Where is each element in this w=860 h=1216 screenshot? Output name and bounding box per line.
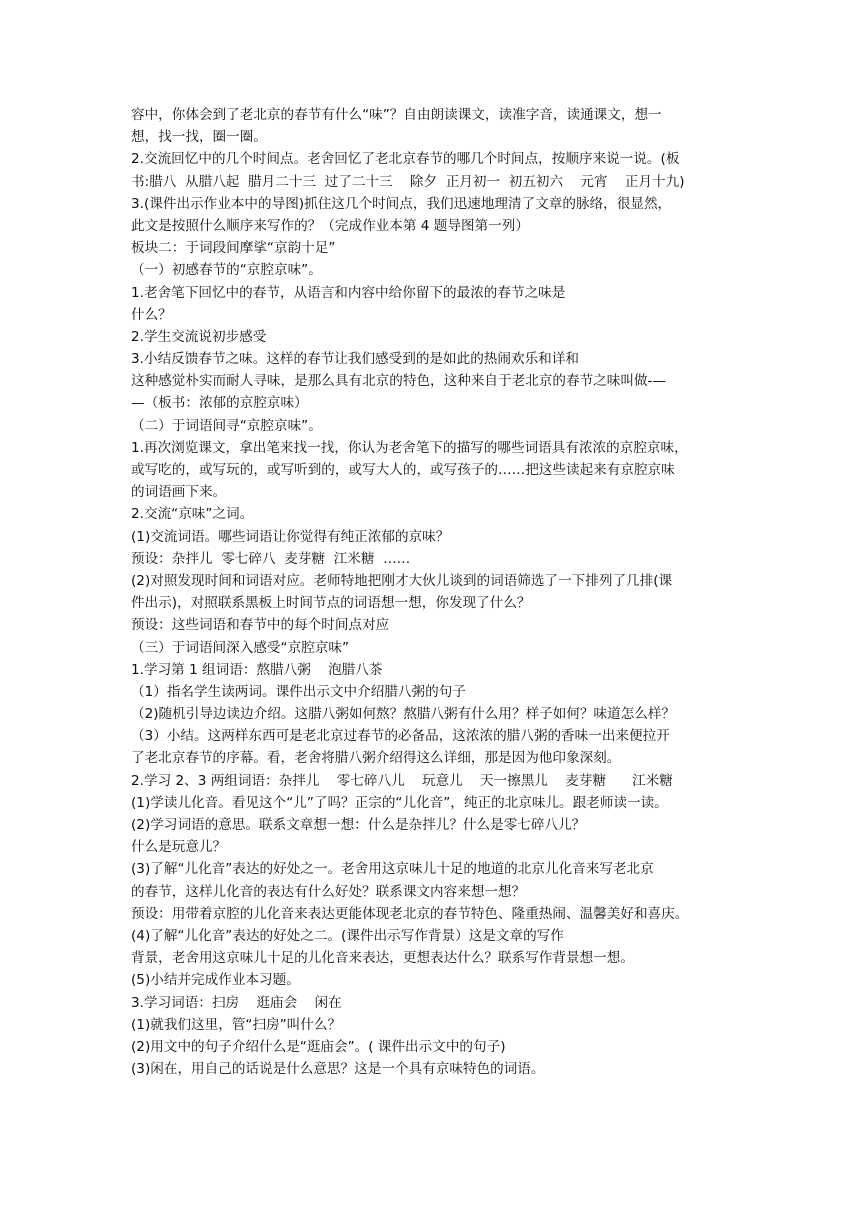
text-line: (3)闲在，用自己的话说是什么意思？这是一个具有京味特色的词语。 [131,1061,545,1078]
text-line: 1.再次浏览课文，拿出笔来找一找，你认为老舍笔下的描写的哪些词语具有浓浓的京腔京味， [131,439,688,456]
text-line: (5)小结并完成作业本习题。 [131,972,300,989]
text-line: 容中，你体会到了老北京的春节有什么“味”？自由朗读课文，读准字音，读通课文，想一 [131,107,662,123]
text-line: (4)了解“儿化音”表达的好处之二。(课件出示写作背景）这是文章的写作 [131,927,564,944]
text-line: 2.学习 2、3 两组词语：杂拌儿 零七碎八儿 玩意儿 天一擦黑儿 麦芽糖 江米糖 [131,772,673,789]
subsection-heading: （一）初感春节的“京腔京味”。 [131,262,322,279]
text-line: 这种感觉朴实而耐人寻味，是那么具有北京的特色，这种来自于老北京的春节之味叫做-— [131,373,667,390]
text-line: 3.(课件出示作业本中的导图)抓住这几个时间点，我们迅速地理清了文章的脉络，很显然， [131,195,672,212]
text-line: (1)交流词语。哪些词语让你觉得有纯正浓郁的京味？ [131,528,450,545]
text-line: 1.老舍笔下回忆中的春节，从语言和内容中给你留下的最浓的春节之味是 [131,284,566,301]
text-line: 预设：用带着京腔的儿化音来表达更能体现老北京的春节特色、隆重热闹、温馨美好和喜庆。 [131,905,689,922]
text-line: 2.交流“京味”之词。 [131,506,254,523]
text-line: 3.小结反馈春节之味。这样的春节让我们感受到的是如此的热闹欢乐和详和 [131,351,579,368]
text-line: 此文是按照什么顺序来写作的？（完成作业本第 4 题导图第一列） [131,217,529,234]
text-line: (2)学习词语的意思。联系文章想一想：什么是杂拌儿？什么是零七碎八儿？ [131,817,586,833]
text-line: 2.学生交流说初步感受 [131,328,267,345]
subsection-heading: （三）于词语间深入感受“京腔京味” [131,639,349,656]
text-line: 预设：杂拌儿 零七碎八 麦芽糖 江米糖 …… [131,550,411,567]
text-line: （3）小结。这两样东西可是老北京过春节的必备品，这浓浓的腊八粥的香味一出来便拉开 [131,728,670,745]
text-line: 什么是玩意儿？ [131,839,227,856]
text-line: 3.学习词语：扫房 逛庙会 闲在 [131,994,342,1011]
text-line: (2)对照发现时间和词语对应。老师特地把刚才大伙儿谈到的词语筛选了一下排列了几排(课 [131,572,673,589]
text-line: 预设：这些词语和春节中的每个时间点对应 [131,617,390,634]
text-line: 了老北京春节的序幕。看，老舍将腊八粥介绍得这么详细，那是因为他印象深刻。 [131,750,621,767]
document-body [131,104,733,1080]
text-line: 书:腊八 从腊八起 腊月二十三 过了二十三 除夕 正月初一 初五初六 元宵 正月十九) [131,173,685,190]
text-line: (1)学读儿化音。看见这个“儿”了吗？正宗的“儿化音”，纯正的北京味儿。跟老师读一读。 [131,794,668,811]
text-line: 什么？ [131,306,172,323]
text-line: 背景，老舍用这京味儿十足的儿化音来表达，更想表达什么？联系写作背景想一想。 [131,950,634,967]
text-line: 或写吃的，或写玩的，或写听到的，或写大人的，或写孩子的……把这些读起来有京腔京味 [131,462,675,478]
text-line: （2)随机引导边读边介绍。这腊八粥如何熬？熬腊八粥有什么用？样子如何？味道怎么样？ [131,706,676,723]
text-line: 的春节，这样儿化音的表达有什么好处？联系课文内容来想一想？ [131,883,526,900]
section-heading: 板块二：于词段间摩挲“京韵十足” [131,240,336,257]
text-line: 想，找一找，圈一圈。 [131,129,267,146]
text-line: (2)用文中的句子介绍什么是“逛庙会”。( 课件出示文中的句子) [131,1038,506,1055]
text-line: 2.交流回忆中的几个时间点。老舍回忆了老北京春节的哪几个时间点，按顺序来说一说。(板 [131,151,680,168]
subsection-heading: （二）于词语间寻“京腔京味”。 [131,417,322,434]
text-line: (1)就我们这里，管“扫房”叫什么？ [131,1016,342,1033]
text-line: 1.学习第 1 组词语：熬腊八粥 泡腊八茶 [131,661,383,678]
text-line: 的词语画下来。 [131,484,227,501]
text-line: (3)了解“儿化音”表达的好处之一。老舍用这京味儿十足的地道的北京儿化音来写老北京 [131,861,654,878]
text-line: 件出示)，对照联系黑板上时间节点的词语想一想，你发现了什么？ [131,595,531,612]
text-line: （1）指名学生读两词。课件出示文中介绍腊八粥的句子 [131,683,466,700]
text-line: —（板书：浓郁的京腔京味） [131,395,308,412]
